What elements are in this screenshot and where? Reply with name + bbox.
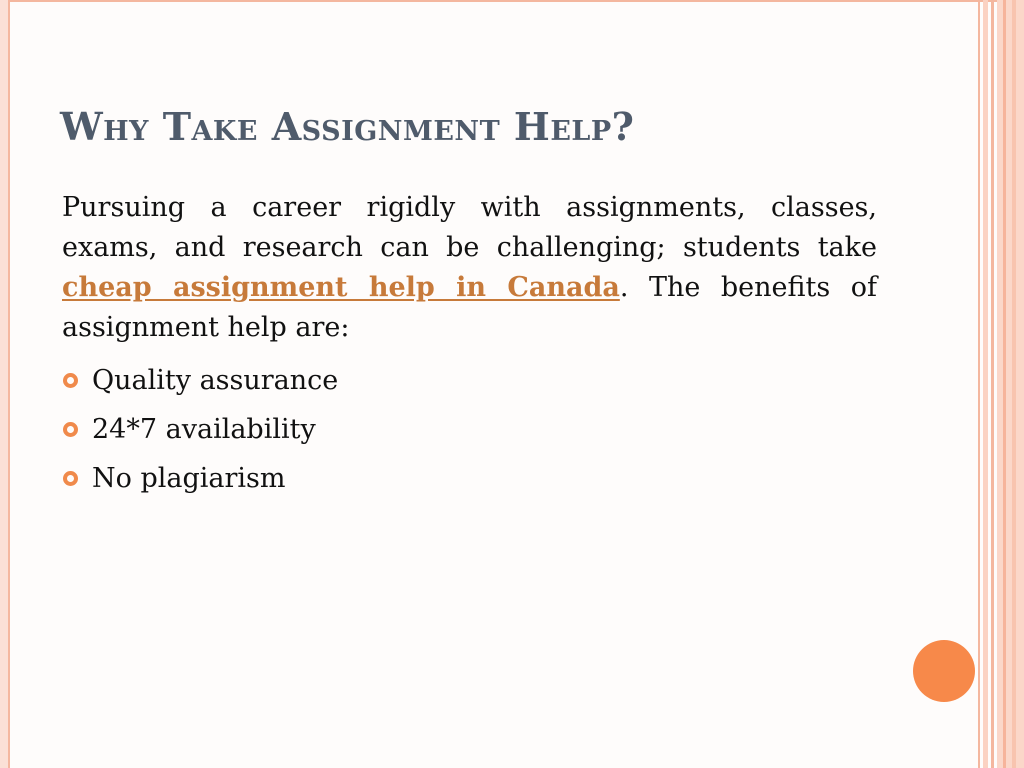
circle-bullet-icon bbox=[63, 422, 78, 437]
frame-right-stripe bbox=[991, 0, 994, 768]
list-item bbox=[62, 405, 877, 454]
slide-body bbox=[62, 188, 877, 503]
frame-top-line bbox=[0, 0, 1024, 2]
list-item-text: No plagiarism bbox=[92, 463, 286, 494]
slide-title: Why Take Assignment Help? bbox=[60, 104, 635, 149]
frame-right-stripe bbox=[1003, 0, 1006, 768]
circle-bullet-icon bbox=[63, 373, 78, 388]
circle-bullet-icon bbox=[63, 471, 78, 486]
frame-left-border bbox=[0, 0, 10, 768]
frame-right-stripe bbox=[997, 0, 1024, 768]
frame-right-stripe bbox=[983, 0, 988, 768]
list-item-text: 24*7 availability bbox=[92, 414, 316, 445]
list-item bbox=[62, 356, 877, 405]
list-item-text: Quality assurance bbox=[92, 365, 339, 396]
decorative-circle bbox=[913, 640, 975, 702]
frame-right-stripe bbox=[978, 0, 980, 768]
list-item bbox=[62, 454, 877, 503]
frame-right-stripe bbox=[1012, 0, 1016, 768]
paragraph-text-after-link: . The benefits of assignment help are: bbox=[62, 272, 877, 343]
benefits-list bbox=[62, 356, 877, 503]
paragraph-text-before-link: Pursuing a career rigidly with assignments, classes, exams, and research can be challenging; students take bbox=[62, 192, 877, 263]
intro-paragraph bbox=[62, 188, 877, 348]
cheap-assignment-help-link[interactable]: cheap assignment help in Canada bbox=[62, 272, 620, 303]
